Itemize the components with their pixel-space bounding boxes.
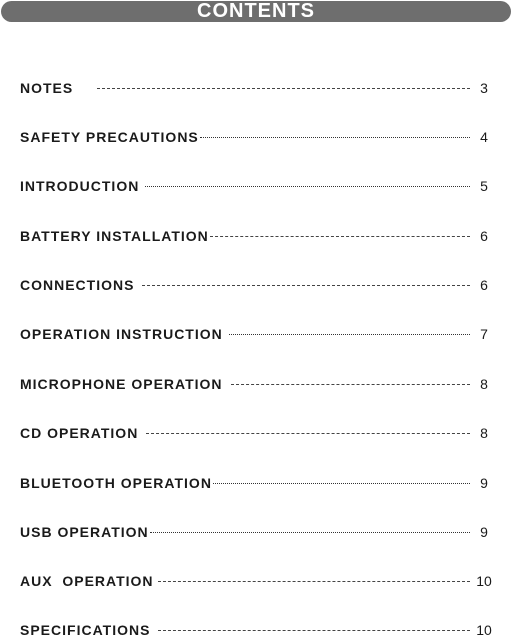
toc-entry-page: 4 (480, 129, 488, 145)
toc-entry-label: NOTES (20, 80, 74, 96)
toc-entry-page: 10 (476, 622, 492, 638)
toc-entry-page: 7 (480, 326, 488, 342)
toc-entry-aux-operation[interactable] (20, 573, 492, 593)
toc-dot-leader (145, 186, 470, 187)
toc-entry-operation-instruction[interactable] (20, 326, 492, 346)
toc-entry-label: SAFETY PRECAUTIONS (20, 129, 199, 145)
toc-dot-leader (142, 285, 470, 286)
toc-dot-leader (158, 581, 470, 582)
toc-entry-label: USB OPERATION (20, 524, 149, 540)
contents-header-bar (1, 1, 511, 22)
toc-dot-leader (146, 433, 470, 434)
toc-entry-page: 8 (480, 376, 488, 392)
toc-entry-label: AUX OPERATION (20, 573, 154, 589)
toc-entry-specifications[interactable] (20, 622, 492, 642)
toc-entry-label: CD OPERATION (20, 425, 139, 441)
toc-dot-leader (200, 137, 470, 138)
toc-entry-introduction[interactable] (20, 178, 492, 198)
toc-entry-connections[interactable] (20, 277, 492, 297)
toc-entry-microphone-operation[interactable] (20, 376, 492, 396)
toc-entry-page: 9 (480, 524, 488, 540)
toc-entry-page: 10 (476, 573, 492, 589)
toc-dot-leader (213, 483, 470, 484)
toc-entry-cd-operation[interactable] (20, 425, 492, 445)
toc-dot-leader (210, 236, 470, 237)
toc-entry-label: INTRODUCTION (20, 178, 140, 194)
toc-entry-bluetooth-operation[interactable] (20, 475, 492, 495)
toc-entry-page: 8 (480, 425, 488, 441)
toc-entry-label: MICROPHONE OPERATION (20, 376, 223, 392)
toc-dot-leader (229, 334, 470, 335)
toc-entry-label: OPERATION INSTRUCTION (20, 326, 223, 342)
toc-entry-label: BATTERY INSTALLATION (20, 228, 209, 244)
toc-entry-notes[interactable] (20, 80, 492, 100)
toc-dot-leader (231, 384, 470, 385)
toc-entry-page: 3 (480, 80, 488, 96)
toc-dot-leader (150, 532, 470, 533)
toc-entry-page: 5 (480, 178, 488, 194)
page-title: CONTENTS (197, 0, 315, 22)
toc-entry-battery-installation[interactable] (20, 228, 492, 248)
toc-dot-leader (158, 630, 470, 631)
toc-entry-label: BLUETOOTH OPERATION (20, 475, 212, 491)
toc-entry-page: 6 (480, 277, 488, 293)
toc-entry-safety-precautions[interactable] (20, 129, 492, 149)
toc-dot-leader (97, 88, 470, 89)
toc-entry-label: SPECIFICATIONS (20, 622, 151, 638)
toc-entry-usb-operation[interactable] (20, 524, 492, 544)
toc-entry-label: CONNECTIONS (20, 277, 135, 293)
toc-entry-page: 6 (480, 228, 488, 244)
toc-entry-page: 9 (480, 475, 488, 491)
